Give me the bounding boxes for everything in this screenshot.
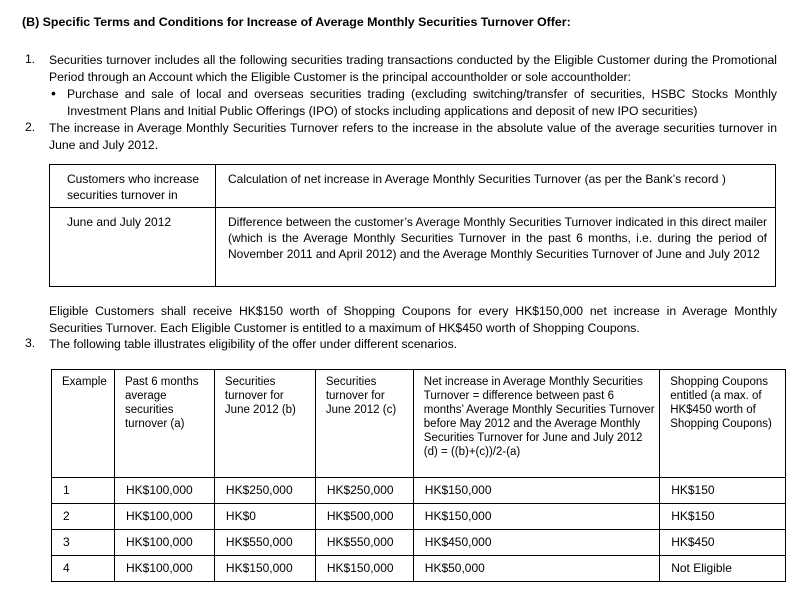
table-cell: Customers who increase securities turnover in (50, 165, 216, 208)
table-cell: June and July 2012 (50, 208, 216, 287)
table-cell: HK$150,000 (413, 504, 659, 530)
item-text: Securities turnover includes all the following securities trading transactions conducted by the Eligible Customer during the Promotional Period through an Account which the Eligible Customer is the principal accountholder or sole accountholder: (49, 53, 777, 84)
column-header-a: Past 6 months average securities turnover (a) (114, 370, 214, 478)
table-cell: HK$150 (660, 504, 786, 530)
bullet-text: Purchase and sale of local and overseas securities trading (excluding switching/transfer of securities, HSBC Stocks Monthly Investment Plans and Initial Public Offerings (IPO) of stocks including applications and deposit of new IPO securities) (67, 87, 777, 118)
column-header-example: Example (52, 370, 115, 478)
table-cell: HK$100,000 (114, 478, 214, 504)
column-header-e: Shopping Coupons entitled (a max. of HK$450 worth of Shopping Coupons) (660, 370, 786, 478)
table-cell: HK$150,000 (315, 556, 413, 582)
table-cell: HK$450 (660, 530, 786, 556)
table-cell: 2 (52, 504, 115, 530)
table-cell: HK$550,000 (214, 530, 315, 556)
column-header-b: Securities turnover for June 2012 (b) (214, 370, 315, 478)
column-header-c: Securities turnover for June 2012 (c) (315, 370, 413, 478)
table-cell: HK$50,000 (413, 556, 659, 582)
table-header-row (52, 370, 786, 478)
table-cell: HK$100,000 (114, 530, 214, 556)
table-cell: 4 (52, 556, 115, 582)
table-cell: Difference between the customer’s Average Monthly Securities Turnover indicated in this direct mailer (which is the Average Monthly Securities Turnover in the past 6 months, i.e. during the period of November 2011 and April 2012) and the Average Monthly Securities Turnover of June and July 2012 (216, 208, 776, 287)
table-cell: 1 (52, 478, 115, 504)
table-cell: HK$500,000 (315, 504, 413, 530)
item-number: 2. (25, 120, 36, 134)
table-row (52, 478, 786, 504)
table-cell: HK$250,000 (214, 478, 315, 504)
table-cell: HK$150 (660, 478, 786, 504)
table-cell: Calculation of net increase in Average Monthly Securities Turnover (as per the Bank’s record ) (216, 165, 776, 208)
item-number: 3. (25, 336, 36, 350)
table-row (50, 165, 776, 208)
section-heading: (B) Specific Terms and Conditions for Increase of Average Monthly Securities Turnover Offer: (22, 15, 571, 29)
table-row (52, 504, 786, 530)
table-cell: HK$0 (214, 504, 315, 530)
table-row (50, 208, 776, 287)
table-cell: HK$100,000 (114, 556, 214, 582)
table-cell: HK$100,000 (114, 504, 214, 530)
bullet-icon: • (51, 85, 56, 101)
table-cell: HK$250,000 (315, 478, 413, 504)
item-text: The following table illustrates eligibility of the offer under different scenarios. (49, 337, 458, 351)
table-cell: HK$550,000 (315, 530, 413, 556)
table-cell: HK$150,000 (413, 478, 659, 504)
example-table (51, 369, 786, 582)
table-cell: HK$150,000 (214, 556, 315, 582)
table-cell: 3 (52, 530, 115, 556)
table-cell: Not Eligible (660, 556, 786, 582)
table-row (52, 556, 786, 582)
table-row (52, 530, 786, 556)
table-cell: HK$450,000 (413, 530, 659, 556)
item-text: The increase in Average Monthly Securities Turnover refers to the increase in the absolute value of the average securities turnover in June and July 2012. (49, 121, 777, 152)
coupon-text: Eligible Customers shall receive HK$150 worth of Shopping Coupons for every HK$150,000 net increase in Average Monthly Securities Turnover. Each Eligible Customer is entitled to a maximum of HK$450 worth of Shopping Coupons. (49, 304, 777, 335)
column-header-d: Net increase in Average Monthly Securities Turnover = difference between past 6 months’ Average Monthly Securities Turnover before May 2012 and the Average Monthly Securities Turnover for June and July 2012 (d) = ((b)+(c))/2-(a) (413, 370, 659, 478)
calculation-table (49, 164, 776, 287)
item-number: 1. (25, 52, 36, 66)
